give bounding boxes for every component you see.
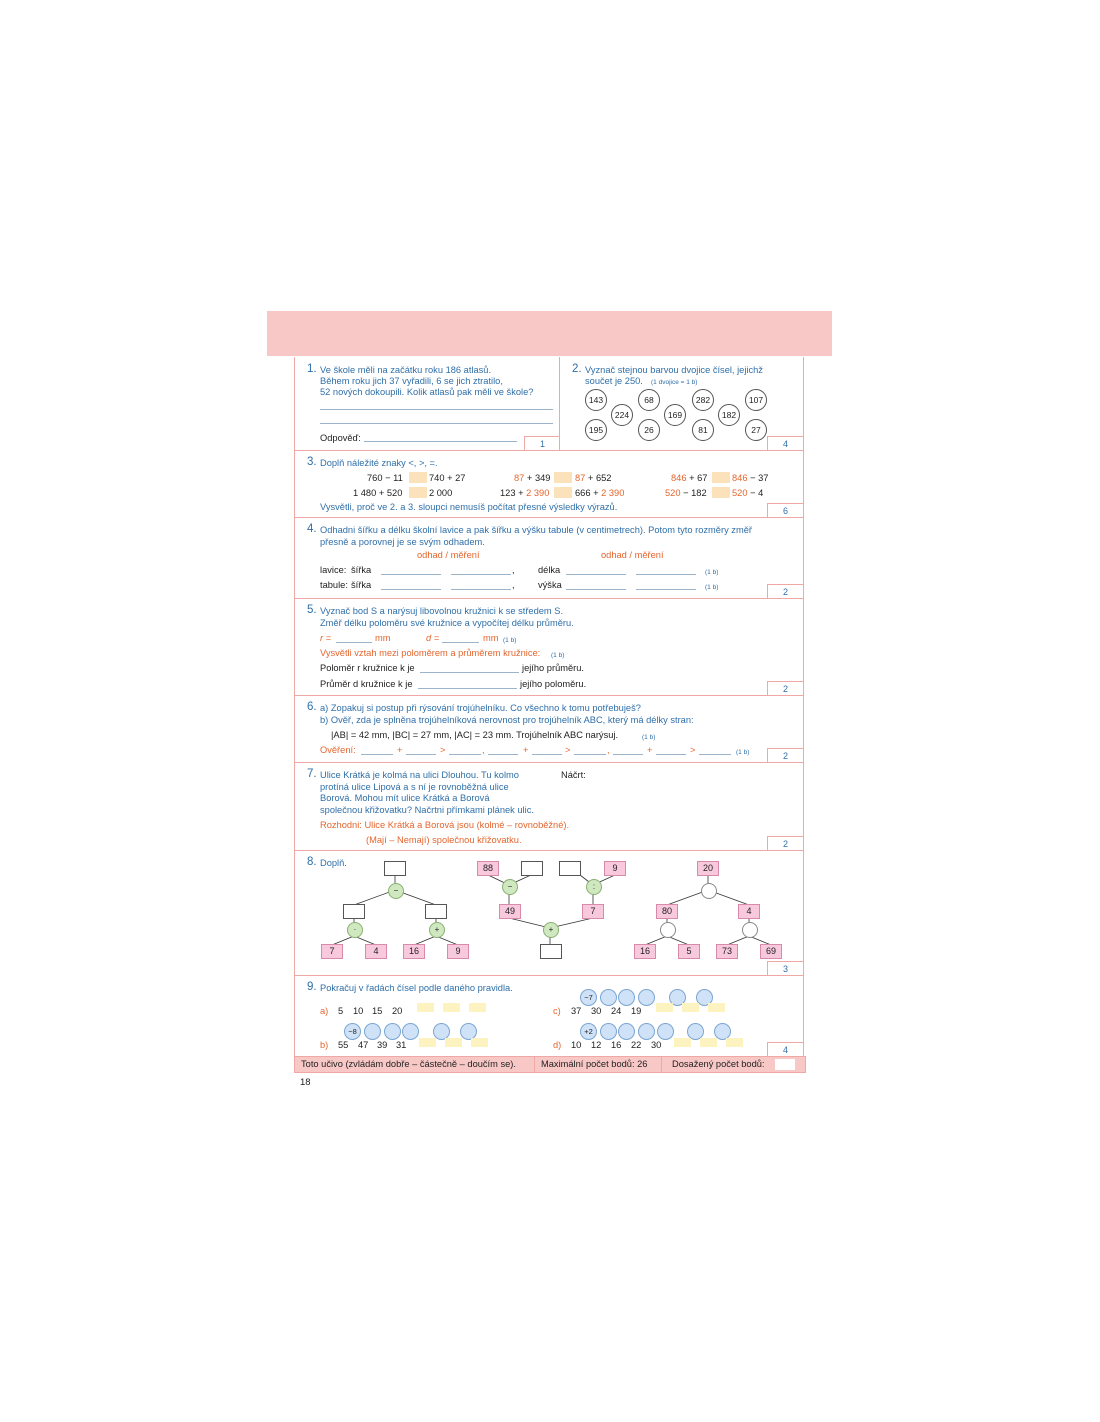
plus-sign: +	[397, 745, 403, 755]
expr-part: + 67	[686, 473, 708, 483]
rule-circle: −8	[344, 1023, 361, 1040]
task-4-line-2: přesně a porovnej je se svým odhadem.	[320, 537, 485, 547]
self-assessment-label: Toto učivo (zvládám dobře – částečně – doučím se).	[301, 1059, 516, 1069]
chapter-header-band	[267, 311, 832, 356]
number-circle[interactable]: 68	[638, 389, 660, 411]
expr-part: − 4	[747, 488, 764, 498]
points-note: (1 b)	[736, 749, 750, 756]
verify-input[interactable]	[532, 754, 562, 755]
expr-part: − 37	[747, 473, 769, 483]
task-7-points: 2	[767, 836, 803, 851]
expr-right: 2 000	[429, 488, 453, 498]
sketch-label: Náčrt:	[561, 770, 586, 780]
task-5-line-2: Změř délku poloměru své kružnice a vypočítej délku průměru.	[320, 618, 574, 628]
task-7-line-3: Borová. Mohou mít ulice Krátká a Borová	[320, 793, 490, 803]
comma: ,	[512, 565, 515, 575]
unit: mm	[375, 633, 391, 643]
radius-label: r =	[320, 633, 332, 643]
task-6-number: 6.	[307, 701, 317, 713]
answer-box[interactable]	[469, 1003, 486, 1012]
expr-left: 760 − 11	[367, 473, 403, 483]
expr-part: 846	[671, 473, 687, 483]
answer-input[interactable]	[364, 441, 517, 442]
sign-input[interactable]	[712, 472, 730, 483]
task-7-line-4: společnou křižovatku? Načrtni přímkami plánek ulic.	[320, 805, 534, 815]
rule-circle-blank[interactable]	[600, 1023, 617, 1040]
task-7	[294, 762, 804, 851]
verify-input[interactable]	[488, 754, 518, 755]
task-1-2-row	[294, 357, 804, 451]
points-note: (1 b)	[705, 584, 719, 591]
task-3-number: 3.	[307, 456, 317, 468]
expr-part: + 652	[585, 473, 612, 483]
gt-sign: >	[440, 745, 446, 755]
answer-box[interactable]	[445, 1038, 462, 1047]
rule-circle-blank[interactable]	[638, 1023, 655, 1040]
seq-number: 31	[396, 1040, 407, 1050]
mid-number: 80	[656, 904, 678, 919]
seq-number: 16	[611, 1040, 622, 1050]
task-5-line-1: Vyznač bod S a narýsuj libovolnou kružnici k se středem S.	[320, 606, 564, 616]
estimate-input[interactable]	[381, 589, 441, 590]
measure-input[interactable]	[451, 589, 511, 590]
operator-input[interactable]	[701, 883, 717, 899]
leaf-number: 5	[678, 944, 700, 959]
expr-part: 123 +	[500, 488, 527, 498]
worksheet	[294, 357, 804, 1071]
seq-number: 10	[571, 1040, 582, 1050]
answer-label: Odpověď:	[320, 433, 361, 443]
radius-input[interactable]	[336, 642, 372, 643]
row-label-desk: lavice:	[320, 565, 347, 575]
gt-sign: >	[690, 745, 696, 755]
answer-box[interactable]	[471, 1038, 488, 1047]
answer-box[interactable]	[726, 1038, 743, 1047]
verify-input[interactable]	[613, 754, 643, 755]
verify-input[interactable]	[406, 754, 436, 755]
estimate-input[interactable]	[566, 574, 626, 575]
expr-left: 1 480 + 520	[353, 488, 403, 498]
number-circle[interactable]: 195	[585, 419, 607, 441]
number-circle[interactable]: 107	[745, 389, 767, 411]
length-label: délka	[538, 565, 561, 575]
comma: ,	[512, 580, 515, 590]
task-5	[294, 598, 804, 696]
max-points-label: Maximální počet bodů: 26	[541, 1059, 648, 1069]
seq-number: 47	[358, 1040, 369, 1050]
result-box[interactable]	[425, 904, 447, 919]
task-1-line-3: 52 nových dokoupili. Kolik atlasů pak měli ve škole?	[320, 387, 534, 397]
expr-part: 666 +	[575, 488, 602, 498]
task-9-title: Pokračuj v řadách čísel podle daného pravidla.	[320, 983, 513, 993]
measure-input[interactable]	[451, 574, 511, 575]
points-note: (1 b)	[642, 734, 656, 741]
points-note: (1 b)	[503, 637, 517, 644]
sign-input[interactable]	[712, 487, 730, 498]
task-4-number: 4.	[307, 523, 317, 535]
task-3-points: 6	[767, 503, 803, 518]
task-4-points: 2	[767, 584, 803, 599]
operator-circle: +	[543, 922, 559, 938]
answer-box[interactable]	[682, 1003, 699, 1012]
sentence-2-end: jejího poloměru.	[520, 679, 587, 689]
top-number: 20	[697, 861, 719, 876]
plus-sign: +	[647, 745, 653, 755]
operator-input[interactable]	[660, 922, 676, 938]
operator-circle: ·	[347, 922, 363, 938]
column-header: odhad / měření	[417, 550, 480, 560]
seq-number: 30	[591, 1006, 602, 1016]
seq-number: 20	[392, 1006, 403, 1016]
page-number: 18	[300, 1077, 311, 1088]
answer-box[interactable]	[656, 1003, 673, 1012]
diameter-label: d =	[426, 633, 440, 643]
answer-box[interactable]	[700, 1038, 717, 1047]
top-number: 88	[477, 861, 499, 876]
answer-line-2[interactable]	[320, 423, 553, 424]
expr-part: 846	[732, 473, 748, 483]
task-7-number: 7.	[307, 768, 317, 780]
task-2-note: (1 dvojice = 1 b)	[651, 379, 698, 386]
task-9	[294, 975, 804, 1057]
verify-input[interactable]	[449, 754, 481, 755]
rule-circle: +2	[580, 1023, 597, 1040]
mid-number: 7	[582, 904, 604, 919]
task-9-number: 9.	[307, 981, 317, 993]
expr-part: 87	[575, 473, 586, 483]
diameter-relation-input[interactable]	[418, 688, 517, 689]
task-3-explain: Vysvětli, proč ve 2. a 3. sloupci nemusíš počítat přesné výsledky výrazů.	[320, 502, 618, 512]
task-8-points: 3	[767, 961, 803, 976]
verify-input[interactable]	[361, 754, 393, 755]
task-6-line-2: b) Ověř, zda je splněna trojúhelníková nerovnost pro trojúhelník ABC, který má délky stran:	[320, 715, 694, 725]
result-box[interactable]	[540, 944, 562, 959]
expr-part: + 349	[524, 473, 551, 483]
expr-part: 520	[665, 488, 681, 498]
rule-circle-blank[interactable]	[402, 1023, 419, 1040]
seq-number: 10	[353, 1006, 364, 1016]
leaf-number: 9	[447, 944, 469, 959]
unit: mm	[483, 633, 499, 643]
rule-circle-blank[interactable]	[364, 1023, 381, 1040]
measure-input[interactable]	[636, 574, 696, 575]
seq-number: 15	[372, 1006, 383, 1016]
task-4-line-1: Odhadni šířku a délku školní lavice a pak šířku a výšku tabule (v centimetrech). Potom tyto rozměry změř	[320, 525, 752, 535]
answer-box[interactable]	[674, 1038, 691, 1047]
leaf-number: 4	[365, 944, 387, 959]
task-2-line-1: Vyznač stejnou barvou dvojice čísel, jejichž	[585, 365, 763, 375]
sentence-1-start: Poloměr r kružnice k je	[320, 663, 415, 673]
task-6-line-1: a) Zopakuj si postup při rýsování trojúhelníku. Co všechno k tomu potřebuješ?	[320, 703, 641, 713]
width-label: šířka	[351, 580, 372, 590]
sign-input[interactable]	[409, 472, 427, 483]
radius-relation-input[interactable]	[420, 672, 519, 673]
answer-line-1[interactable]	[320, 409, 553, 410]
task-5-number: 5.	[307, 604, 317, 616]
task-2-number: 2.	[572, 363, 582, 375]
seq-number: 22	[631, 1040, 642, 1050]
answer-box[interactable]	[443, 1003, 460, 1012]
achieved-points-input[interactable]	[775, 1059, 795, 1070]
diameter-input[interactable]	[442, 642, 479, 643]
task-7-decide: Rozhodni: Ulice Krátká a Borová jsou (kolmé – rovnoběžné).	[320, 820, 570, 830]
leaf-number: 69	[760, 944, 782, 959]
task-7-line-1: Ulice Krátká je kolmá na ulici Dlouhou. Tu kolmo	[320, 770, 519, 780]
expr-right: 740 + 27	[429, 473, 466, 483]
row-a-label: a)	[320, 1006, 329, 1016]
achieved-points-label: Dosažený počet bodů:	[672, 1059, 765, 1069]
comma: ,	[607, 745, 610, 755]
verify-input[interactable]	[699, 754, 731, 755]
rule-circle-blank[interactable]	[384, 1023, 401, 1040]
expr-part: 2 390	[526, 488, 550, 498]
task-2-line-2: součet je 250.	[585, 376, 643, 386]
sign-input[interactable]	[409, 487, 427, 498]
expr-part: 2 390	[601, 488, 625, 498]
result-box[interactable]	[343, 904, 365, 919]
expr-part: − 182	[680, 488, 707, 498]
task-8	[294, 850, 804, 976]
rule-circle-blank[interactable]	[638, 989, 655, 1006]
task-7-line-2: protíná ulice Lipová a s ní je rovnoběžná ulice	[320, 782, 509, 792]
top-number: 9	[604, 861, 626, 876]
operator-circle: −	[388, 883, 404, 899]
rule-circle: −7	[580, 989, 597, 1006]
verify-input[interactable]	[656, 754, 686, 755]
estimate-input[interactable]	[381, 574, 441, 575]
comma: ,	[482, 745, 485, 755]
points-note: (1 b)	[551, 652, 565, 659]
task-1-line-1: Ve škole měli na začátku roku 186 atlasů.	[320, 365, 492, 375]
result-box[interactable]	[521, 861, 543, 876]
width-label: šířka	[351, 565, 372, 575]
number-circle[interactable]: 81	[692, 419, 714, 441]
seq-number: 55	[338, 1040, 349, 1050]
number-circle[interactable]: 27	[745, 419, 767, 441]
triangle-sides: |AB| = 42 mm, |BC| = 27 mm, |AC| = 23 mm. Trojúhelník ABC narýsuj.	[331, 730, 619, 740]
row-d-label: d)	[553, 1040, 562, 1050]
task-6	[294, 695, 804, 763]
seq-number: 39	[377, 1040, 388, 1050]
number-circle[interactable]: 182	[718, 404, 740, 426]
seq-number: 30	[651, 1040, 662, 1050]
task-1-line-2: Během roku jich 37 vyřadili, 6 se jich ztratilo,	[320, 376, 503, 386]
leaf-number: 16	[403, 944, 425, 959]
result-box[interactable]	[384, 861, 406, 876]
number-circle[interactable]: 143	[585, 389, 607, 411]
mid-number: 49	[499, 904, 521, 919]
sign-input[interactable]	[554, 472, 572, 483]
task-1-points: 1	[524, 436, 560, 451]
expr-part: 87	[514, 473, 525, 483]
leaf-number: 73	[716, 944, 738, 959]
seq-number: 19	[631, 1006, 642, 1016]
result-box[interactable]	[559, 861, 581, 876]
sentence-2-start: Průměr d kružnice k je	[320, 679, 413, 689]
number-circle[interactable]: 224	[611, 404, 633, 426]
self-assessment-bar	[294, 1056, 806, 1073]
height-label: výška	[538, 580, 562, 590]
rule-circle-blank[interactable]	[618, 1023, 635, 1040]
leaf-number: 16	[634, 944, 656, 959]
measure-input[interactable]	[636, 589, 696, 590]
seq-number: 12	[591, 1040, 602, 1050]
task-1-number: 1.	[307, 363, 317, 375]
row-label-board: tabule:	[320, 580, 348, 590]
operator-input[interactable]	[742, 922, 758, 938]
rule-circle-blank[interactable]	[657, 1023, 674, 1040]
number-circle[interactable]: 169	[664, 404, 686, 426]
rule-circle-blank[interactable]	[600, 989, 617, 1006]
task-3-title: Doplň náležité znaky <, >, =.	[320, 458, 438, 468]
answer-box[interactable]	[417, 1003, 434, 1012]
task-2-points: 4	[767, 436, 803, 451]
task-6-points: 2	[767, 748, 803, 763]
plus-sign: +	[523, 745, 529, 755]
row-b-label: b)	[320, 1040, 329, 1050]
task-8-title: Doplň.	[320, 858, 347, 868]
sentence-1-end: jejího průměru.	[522, 663, 585, 673]
expr-part: 520	[732, 488, 748, 498]
row-c-label: c)	[553, 1006, 561, 1016]
seq-number: 5	[338, 1006, 344, 1016]
task-5-points: 2	[767, 681, 803, 696]
task-9-points: 4	[767, 1042, 803, 1057]
task-4	[294, 517, 804, 599]
seq-number: 24	[611, 1006, 622, 1016]
points-note: (1 b)	[705, 569, 719, 576]
seq-number: 37	[571, 1006, 582, 1016]
verify-input[interactable]	[574, 754, 606, 755]
operator-circle: −	[502, 879, 518, 895]
column-header: odhad / měření	[601, 550, 664, 560]
gt-sign: >	[565, 745, 571, 755]
task-8-number: 8.	[307, 856, 317, 868]
rule-circle-blank[interactable]	[618, 989, 635, 1006]
task-7-decide-2: (Mají – Nemají) společnou křižovatku.	[366, 835, 522, 845]
answer-box[interactable]	[419, 1038, 436, 1047]
number-circle[interactable]: 26	[638, 419, 660, 441]
task-3	[294, 450, 804, 518]
estimate-input[interactable]	[566, 589, 626, 590]
sign-input[interactable]	[554, 487, 572, 498]
mid-number: 4	[738, 904, 760, 919]
leaf-number: 7	[321, 944, 343, 959]
task-5-explain: Vysvětli vztah mezi poloměrem a průměrem kružnice:	[320, 648, 541, 658]
answer-box[interactable]	[708, 1003, 725, 1012]
verify-label: Ověření:	[320, 745, 356, 755]
operator-circle: +	[429, 922, 445, 938]
number-circle[interactable]: 282	[692, 389, 714, 411]
operator-circle: :	[586, 879, 602, 895]
